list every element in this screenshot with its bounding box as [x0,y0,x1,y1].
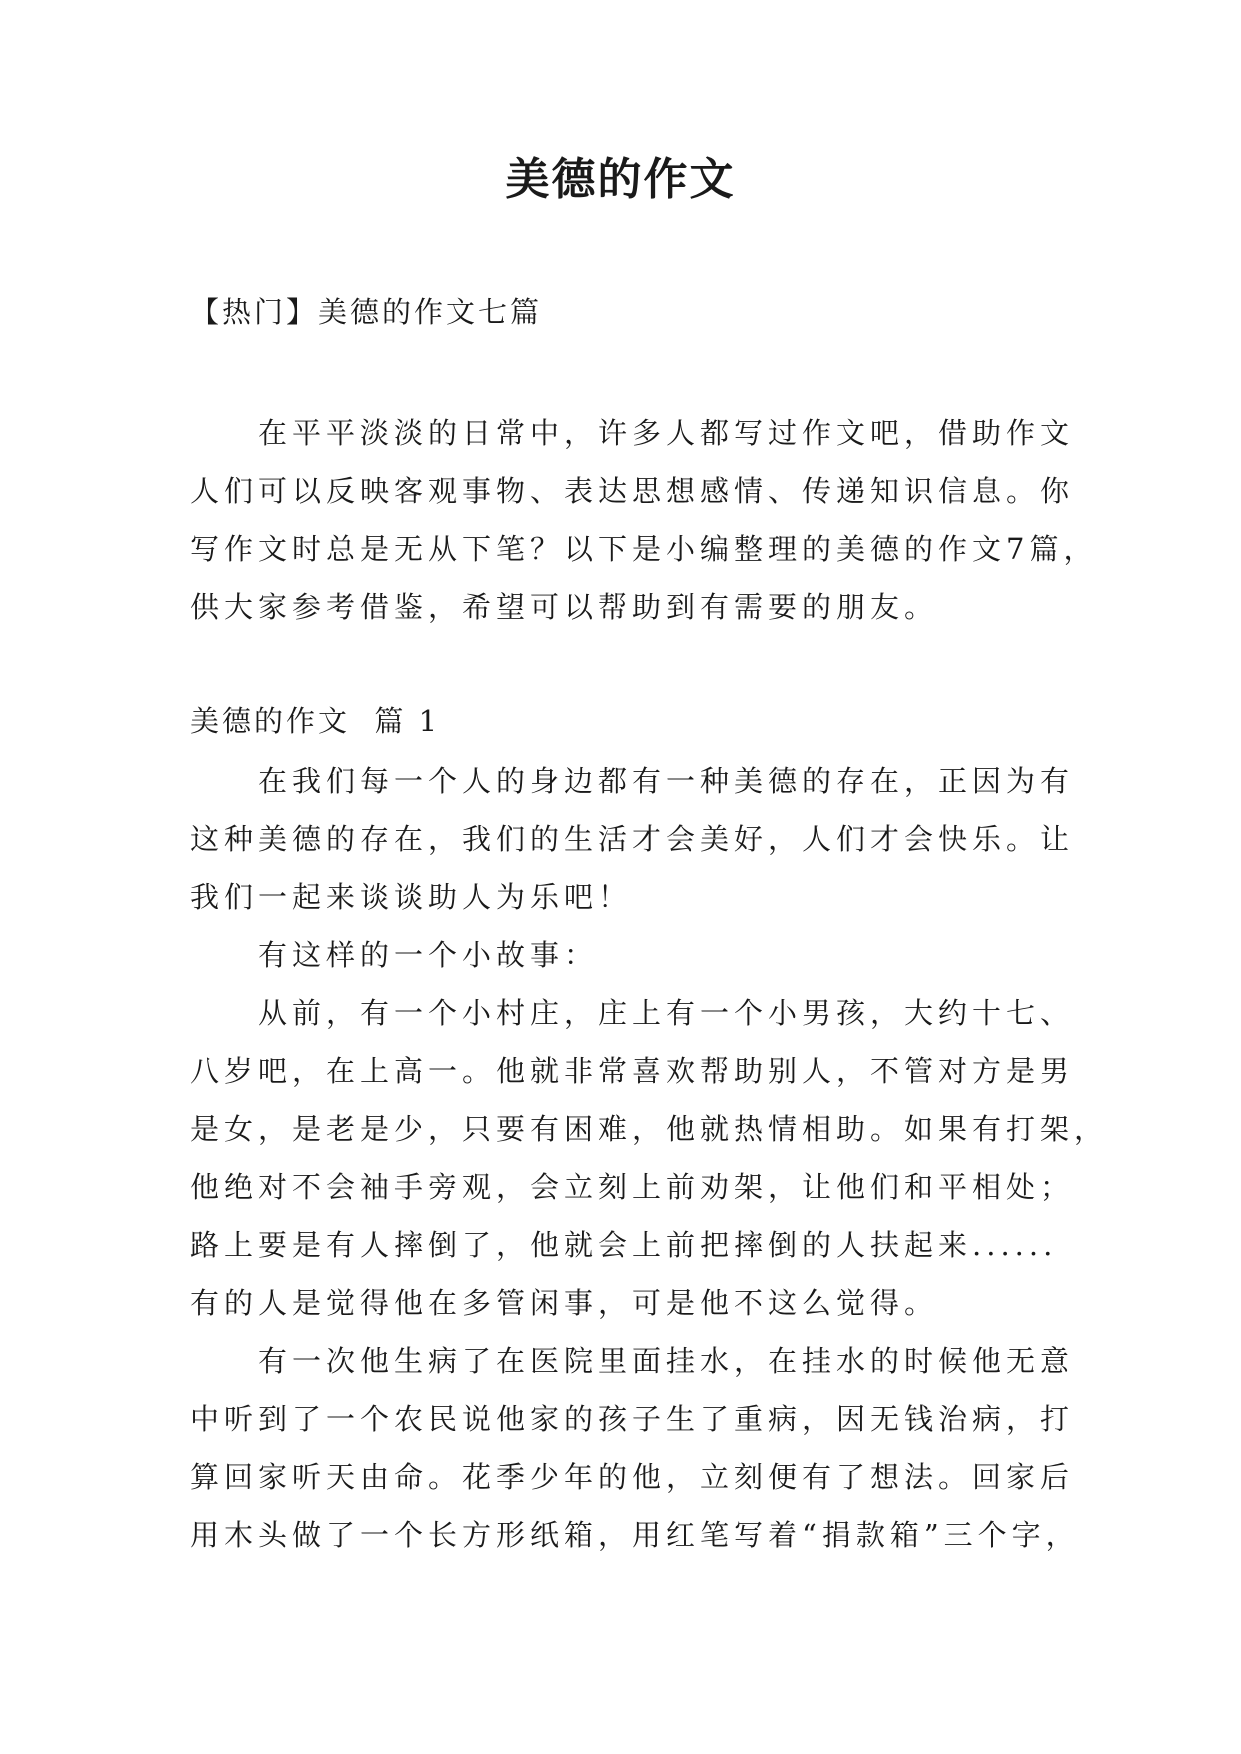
body-line: 我们一起来谈谈助人为乐吧！ [190,880,633,914]
intro-line: 在平平淡淡的日常中，许多人都写过作文吧，借助作文 [258,416,1075,450]
body-line: 八岁吧，在上高一。他就非常喜欢帮助别人，不管对方是男 [190,1054,1075,1088]
body-line: 有这样的一个小故事： [258,938,599,972]
body-line: 有的人是觉得他在多管闲事，可是他不这么觉得。 [190,1286,939,1320]
body-line: 这种美德的存在，我们的生活才会美好，人们才会快乐。让 [190,822,1075,856]
intro-line: 人们可以反映客观事物、表达思想感情、传递知识信息。你 [190,474,1075,508]
body-line: 用木头做了一个长方形纸箱，用红笔写着“捐款箱”三个字， [190,1518,1080,1552]
body-line: 中听到了一个农民说他家的孩子生了重病，因无钱治病，打 [190,1402,1075,1436]
body-line: 算回家听天由命。花季少年的他，立刻便有了想法。回家后 [190,1460,1075,1494]
essay-body [190,752,1109,1564]
intro-paragraph [190,404,1098,636]
body-line: 在我们每一个人的身边都有一种美德的存在，正因为有 [258,764,1075,798]
section-heading: 美德的作文 篇 1 [190,704,441,738]
intro-line: 写作文时总是无从下笔？以下是小编整理的美德的作文7篇， [190,532,1098,566]
intro-line: 供大家参考借鉴，希望可以帮助到有需要的朋友。 [190,590,939,624]
body-line: 路上要是有人摔倒了，他就会上前把摔倒的人扶起来...... [190,1228,1058,1262]
body-line: 有一次他生病了在医院里面挂水，在挂水的时候他无意 [258,1344,1075,1378]
body-line: 从前，有一个小村庄，庄上有一个小男孩，大约十七、 [258,996,1075,1030]
body-line: 是女，是老是少，只要有困难，他就热情相助。如果有打架， [190,1112,1109,1146]
document-title: 美德的作文 [505,154,736,205]
document-subtitle: 【热门】美德的作文七篇 [190,295,543,329]
body-line: 他绝对不会袖手旁观，会立刻上前劝架，让他们和平相处； [190,1170,1075,1204]
